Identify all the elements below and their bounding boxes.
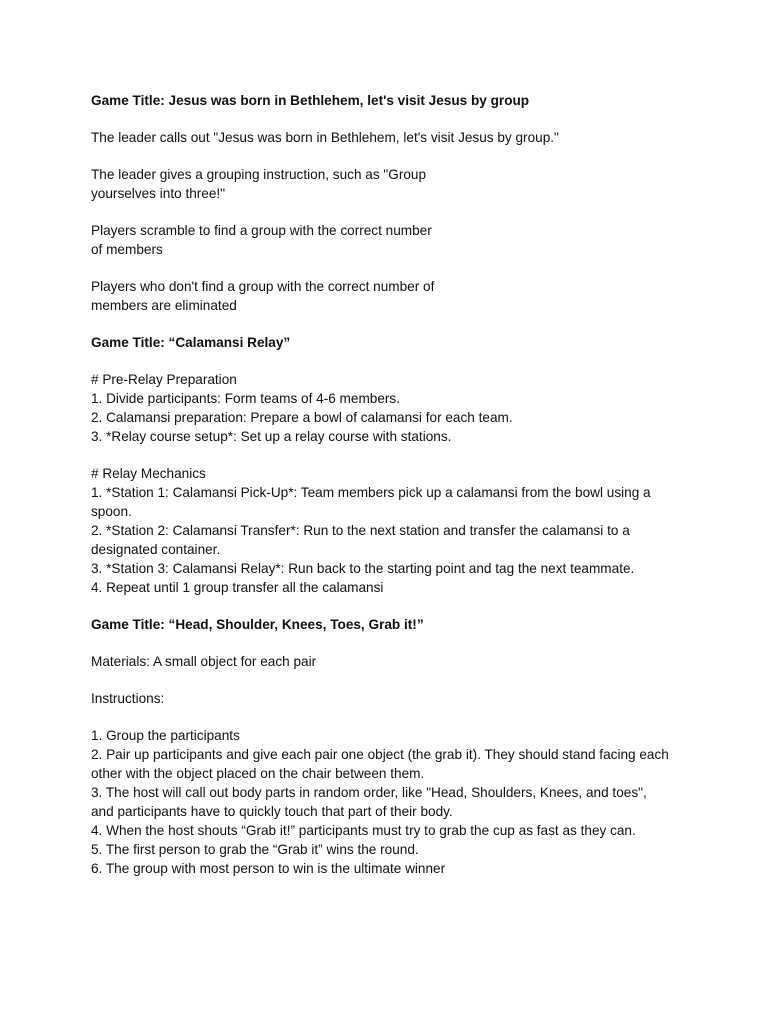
list-item: 1. Divide participants: Form teams of 4-6 members. [91,391,400,406]
instructions-heading: Instructions: [91,691,165,706]
paragraph [91,128,691,147]
section-heading: # Relay Mechanics [91,466,206,481]
document-page [91,91,691,878]
paragraph [91,464,691,597]
section-heading: # Pre-Relay Preparation [91,372,237,387]
text-line: Players scramble to find a group with the correct number [91,223,432,238]
paragraph [91,165,691,203]
text-line: The leader gives a grouping instruction, such as "Group [91,167,427,182]
list-item: 3. *Relay course setup*: Set up a relay course with stations. [91,429,452,444]
list-item-continuation: designated container. [91,542,221,557]
paragraph [91,277,691,315]
game-title: Game Title: Jesus was born in Bethlehem, let's visit Jesus by group [91,93,530,108]
text-line: yourselves into three!" [91,186,226,201]
list-item: 2. Calamansi preparation: Prepare a bowl of calamansi for each team. [91,410,513,425]
text-line: of members [91,242,163,257]
list-item: 1. *Station 1: Calamansi Pick-Up*: Team members pick up a calamansi from the bowl using a [91,485,651,500]
game-title: Game Title: “Head, Shoulder, Knees, Toes, Grab it!” [91,617,424,632]
game-section-3 [91,615,691,878]
text-line: The leader calls out "Jesus was born in Bethlehem, let's visit Jesus by group." [91,130,559,145]
list-item-continuation: other with the object placed on the chair between them. [91,766,425,781]
paragraph [91,370,691,446]
text-line: Players who don't find a group with the correct number of [91,279,435,294]
game-title: Game Title: “Calamansi Relay” [91,335,291,350]
list-item: 2. Pair up participants and give each pair one object (the grab it). They should stand facing each [91,747,669,762]
list-item: 1. Group the participants [91,728,240,743]
text-line: members are eliminated [91,298,237,313]
paragraph [91,652,691,671]
paragraph [91,726,691,878]
materials-line: Materials: A small object for each pair [91,654,317,669]
list-item: 2. *Station 2: Calamansi Transfer*: Run to the next station and transfer the calamansi to a [91,523,630,538]
list-item-continuation: and participants have to quickly touch that part of their body. [91,804,453,819]
list-item: 3. *Station 3: Calamansi Relay*: Run back to the starting point and tag the next teammate. [91,561,635,576]
list-item: 4. When the host shouts “Grab it!” participants must try to grab the cup as fast as they can. [91,823,636,838]
list-item: 5. The first person to grab the “Grab it” wins the round. [91,842,419,857]
paragraph [91,221,691,259]
paragraph [91,689,691,708]
game-section-2 [91,333,691,597]
list-item-continuation: spoon. [91,504,132,519]
game-section-1 [91,91,691,315]
list-item: 6. The group with most person to win is the ultimate winner [91,861,446,876]
list-item: 3. The host will call out body parts in random order, like "Head, Shoulders, Knees, and toes", [91,785,647,800]
list-item: 4. Repeat until 1 group transfer all the calamansi [91,580,384,595]
